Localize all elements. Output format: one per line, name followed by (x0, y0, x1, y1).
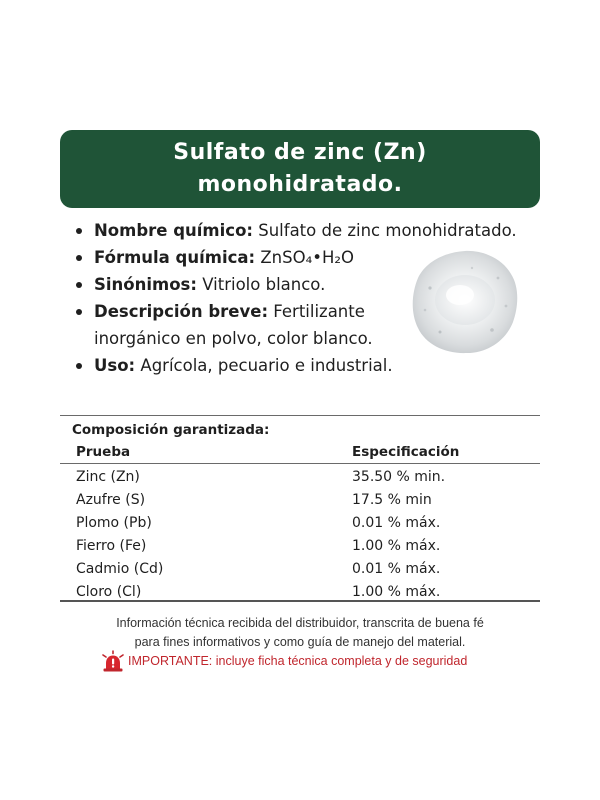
cell-spec: 35.50 % min. (352, 469, 446, 485)
detail-value: Agrícola, pecuario e industrial. (135, 356, 393, 375)
detail-label: Descripción breve: (94, 302, 269, 321)
cell-spec: 1.00 % máx. (352, 584, 441, 600)
cell-test: Cadmio (Cd) (76, 561, 164, 577)
cell-spec: 17.5 % min (352, 492, 432, 508)
detail-description (72, 298, 397, 352)
detail-use (72, 352, 397, 379)
table-row (76, 558, 536, 581)
cell-test: Azufre (S) (76, 492, 146, 508)
title-line-1: Sulfato de zinc (Zn) (173, 140, 427, 165)
detail-chemical-name (72, 217, 542, 244)
detail-label: Uso: (94, 356, 136, 375)
section-divider (60, 415, 540, 416)
white-powder-image (410, 248, 520, 356)
detail-value: ZnSO₄•H₂O (255, 248, 354, 267)
header-prueba: Prueba (76, 444, 131, 460)
disclaimer-line-1: Información técnica recibida del distribuidor, transcrita de buena fé (116, 616, 484, 630)
cell-test: Fierro (Fe) (76, 538, 147, 554)
siren-alert-icon (100, 650, 126, 672)
composition-table-body (76, 466, 536, 604)
important-text: IMPORTANTE: incluye ficha técnica completa y de seguridad (128, 654, 468, 668)
cell-test: Cloro (Cl) (76, 584, 142, 600)
detail-value: Sulfato de zinc monohidratado. (253, 221, 517, 240)
detail-label: Nombre químico: (94, 221, 253, 240)
cell-spec: 0.01 % máx. (352, 515, 441, 531)
table-header-divider (60, 463, 540, 464)
cell-spec: 1.00 % máx. (352, 538, 441, 554)
detail-value: Fertilizante inorgánico en polvo, color blanco. (94, 302, 373, 348)
table-row (76, 512, 536, 535)
detail-label: Sinónimos: (94, 275, 197, 294)
cell-test: Zinc (Zn) (76, 469, 140, 485)
header-especificacion: Especificación (352, 444, 460, 460)
composition-title: Composición garantizada: (72, 422, 270, 438)
disclaimer-note (60, 614, 540, 652)
table-row (76, 466, 536, 489)
cell-test: Plomo (Pb) (76, 515, 152, 531)
table-bottom-divider (60, 600, 540, 602)
disclaimer-line-2: para fines informativos y como guía de manejo del material. (134, 635, 466, 649)
title-line-2: monohidratado. (197, 172, 403, 197)
table-row (76, 489, 536, 512)
important-notice (100, 650, 520, 672)
detail-label: Fórmula química: (94, 248, 256, 267)
cell-spec: 0.01 % máx. (352, 561, 441, 577)
detail-value: Vitriolo blanco. (196, 275, 326, 294)
title-banner (60, 130, 540, 208)
table-row (76, 535, 536, 558)
